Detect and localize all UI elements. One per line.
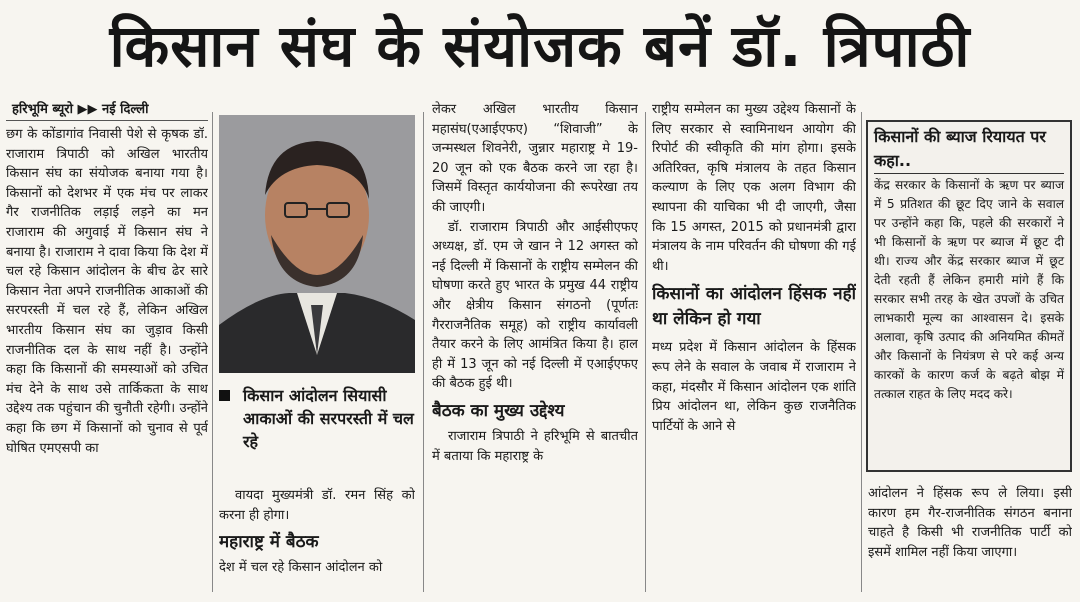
col2-para-1: वायदा मुख्यमंत्री डॉ. रमन सिंह को करना ही होगा। xyxy=(219,488,415,523)
col4-para-2: मध्य प्रदेश में किसान आंदोलन के हिंसक रूप लेने के सवाल के जवाब में राजाराम ने कहा, मंदसौर में किसान आंदोलन एक शांति प्रिय आंदोलन था, लेकिन कुछ राजनैतिक पार्टियों के आने से xyxy=(652,340,856,434)
headline: किसान संघ के संयोजक बनें डॉ. त्रिपाठी xyxy=(109,12,971,80)
pull-quote-text: किसान आंदोलन सियासी आकाओं की सरपरस्ती में चल रहे xyxy=(243,386,414,451)
column-divider xyxy=(423,112,424,592)
pull-quote xyxy=(219,384,415,453)
sidebar-box xyxy=(866,120,1072,472)
portrait-illustration xyxy=(219,115,415,373)
column-4 xyxy=(652,100,856,596)
col4-section-head: किसानों का आंदोलन हिंसक नहीं था लेकिन हो गया xyxy=(652,284,856,330)
col3-subhead: बैठक का मुख्य उद्देश्य xyxy=(432,400,565,421)
column-divider xyxy=(861,112,862,592)
box-title: किसानों की ब्याज रियायत पर कहा.. xyxy=(874,125,1064,174)
col5-para-1: आंदोलन ने हिंसक रूप ले लिया। इसी कारण हम गैर-राजनीतिक संगठन बनाना चाहते है किसी भी राजनीतिक पार्टी को इसमें शामिल नहीं किया जाएगा। xyxy=(868,486,1072,560)
col2-subhead: महाराष्ट्र में बैठक xyxy=(219,532,319,553)
column-divider xyxy=(212,112,213,592)
col3-para-3: राजाराम त्रिपाठी ने हरिभूमि से बातचीत में बताया कि महाराष्ट्र के xyxy=(432,428,638,464)
column-2-lower xyxy=(219,486,415,596)
bullet-square-icon xyxy=(219,390,230,401)
col3-para-1: लेकर अखिल भारतीय किसान महासंघ(एआईएफए) “शिवाजी” के जन्मस्थल शिवनेरी, जुन्नार महाराष्ट्र मे 19-20 जून को एक बैठक करने जा रहा है। जिसमें विस्तृत कार्ययोजना की रूपरेखा तय की जाएगी। xyxy=(432,102,638,215)
dateline: हरिभूमि ब्यूरो ▶▶ नई दिल्ली xyxy=(6,100,208,121)
col4-para-1: राष्ट्रीय सम्मेलन का मुख्य उद्देश्य किसानों के लिए सरकार से स्वामिनाथन आयोग की रिपोर्ट की स्वीकृति की मांग होगा। इसके अतिरिक्त, कृषि मंत्रालय के तहत किसान कल्याण के लिए एक अलग विभाग की स्थापना की याचिका भी दी जाएगी, जैसा कि 15 अगस्त, 2015 को प्रधानमंत्री द्वारा मंत्रालय के नाम परिवर्तन की घोषणा की गई थी। xyxy=(652,102,856,274)
portrait-photo xyxy=(219,115,415,373)
col1-para-1: छग के कोंडागांव निवासी पेशे से कृषक डॉ. राजाराम त्रिपाठी को अखिल भारतीय किसान संघ का संयोजक बनाया गया है। किसानों को देशभर में एक मंच पर लाकर गैर राजनीतिक लड़ाई लड़ने का मन राजाराम की अगुवाई में किसान संघ ने बनाया है। राजाराम ने दावा किया कि देश में चल रहे किसान आंदोलन के बीच ढेर सारे किसान नेता अपने राजनीतिक आकाओं की सरपरस्ती में चल रहे हैं, लेकिन अखिल भारतीय किसान संघ का जुड़ाव किसी राजनीतिक दल के साथ नहीं है। उन्होंने कहा कि किसानों की समस्याओं को उचित मंच देने के साथ उसे तार्किकता के साथ उद्देश्य तक पहुंचान की चुनौती रहेगी। उन्होंने कहा कि छग में किसानों को चुनाव से पूर्व घोषित एमएसपी का xyxy=(6,127,208,456)
column-1 xyxy=(6,100,208,596)
column-divider xyxy=(645,112,646,592)
col3-para-2: डॉ. राजाराम त्रिपाठी और आईसीएफए अध्यक्ष, डॉ. एम जे खान ने 12 अगस्त को नई दिल्ली में किसानों के राष्ट्रीय सम्मेलन की घोषणा करते हुए भारत के प्रमुख 44 राष्ट्रीय और क्षेत्रीय किसान संगठनो (पूर्णतः गैरराजनैतिक समूह) को राष्ट्रीय कार्यावली तैयार करने के लिए आमंत्रित किया है। हाल ही में 13 जून को नई दिल्ली में एआईएफए की बैठक हुई थी। xyxy=(432,219,638,392)
column-3 xyxy=(432,100,638,596)
box-body: केंद्र सरकार के किसानों के ऋण पर ब्याज में 5 प्रतिशत की छूट दिए जाने के सवाल पर उन्होंने कहा कि, पहले की सरकारों ने भी किसानों के ऋण पर ब्याज में छूट दी थी। राज्य और केंद्र सरकार ब्याज में छूट देती रहती हैं लेकिन हमारी मांगे हैं कि सरकार सभी तरह के खेत उपजों के उचित लाभकारी मूल्य का आश्वासन दे। इसके अलावा, कृषि उत्पाद की अनियमित कीमतें और किसानों के नियंत्रण से परे कई अन्य कारकों के कारण कर्ज के बढ़ते बोझ में तत्काल राहत के लिए मदद करे। xyxy=(874,178,1064,401)
col2-para-2: देश में चल रहे किसान आंदोलन को xyxy=(219,560,383,576)
column-5-lower xyxy=(868,484,1072,596)
